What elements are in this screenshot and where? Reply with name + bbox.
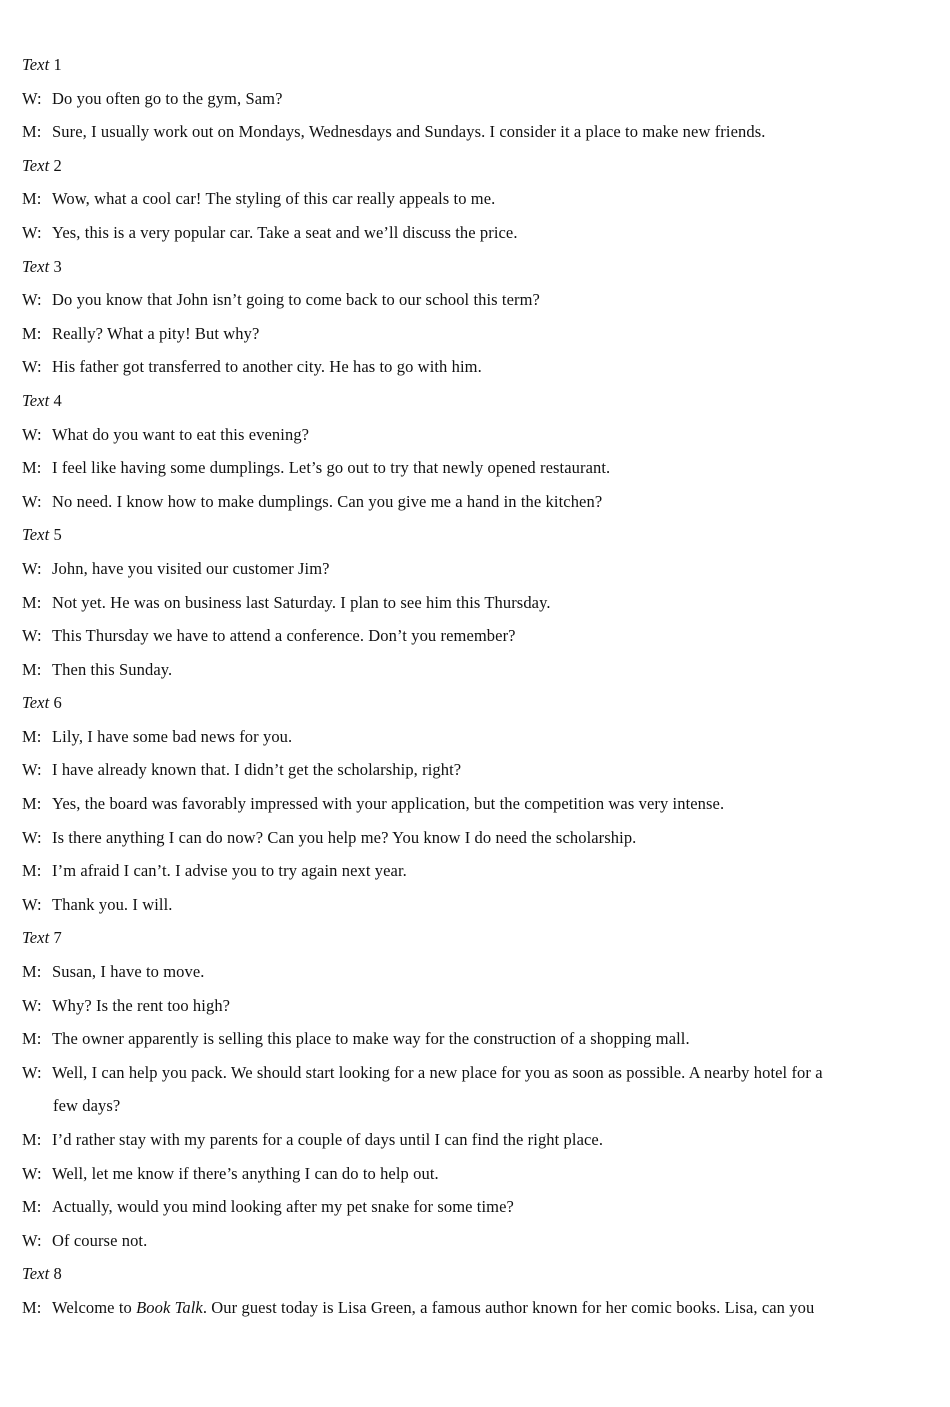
speaker-label: W:: [22, 827, 42, 847]
line-text: Really? What a pity! But why?: [52, 323, 260, 343]
line-text: I’m afraid I can’t. I advise you to try again next year.: [52, 861, 407, 881]
transcript-document: [22, 48, 932, 1325]
speaker-label: W:: [22, 760, 42, 780]
dialogue-line: [22, 955, 932, 989]
dialogue-line: [22, 115, 932, 149]
line-text: This Thursday we have to attend a conference. Don’t you remember?: [52, 626, 516, 646]
line-text: I have already known that. I didn’t get the scholarship, right?: [52, 760, 462, 780]
speaker-label: M:: [22, 659, 42, 679]
line-text: Yes, this is a very popular car. Take a seat and we’ll discuss the price.: [52, 222, 518, 242]
speaker-label: M:: [22, 1197, 42, 1217]
speaker-label: M:: [22, 189, 42, 209]
speaker-label: M:: [22, 122, 42, 142]
line-text: Why? Is the rent too high?: [52, 995, 231, 1015]
speaker-label: W:: [22, 88, 42, 108]
dialogue-line: [22, 821, 932, 855]
line-text: Sure, I usually work out on Mondays, Wednesdays and Sundays. I consider it a place to make new friends.: [52, 122, 766, 142]
speaker-label: M:: [22, 1297, 42, 1317]
heading-label: Text: [22, 155, 50, 175]
dialogue-line: [22, 1157, 932, 1191]
line-text: Yes, the board was favorably impressed with your application, but the competition was very intense.: [52, 794, 725, 814]
speaker-label: W:: [22, 558, 42, 578]
dialogue-line: [22, 989, 932, 1023]
dialogue-line: [22, 451, 932, 485]
heading-label: Text: [22, 1264, 50, 1284]
dialogue-line: [22, 1224, 932, 1258]
speaker-label: W:: [22, 1163, 42, 1183]
section-heading: [22, 250, 932, 284]
heading-label: Text: [22, 525, 50, 545]
line-text: The owner apparently is selling this place to make way for the construction of a shopping mall.: [52, 1029, 690, 1049]
dialogue-line: [22, 888, 932, 922]
speaker-label: M:: [22, 323, 42, 343]
dialogue-line: [22, 283, 932, 317]
line-text: I’d rather stay with my parents for a couple of days until I can find the right place.: [52, 1130, 604, 1149]
speaker-label: M:: [22, 458, 42, 478]
heading-number: 6: [53, 693, 62, 713]
heading-number: 2: [53, 155, 62, 175]
section-heading: [22, 921, 932, 955]
dialogue-line: [22, 182, 932, 216]
speaker-label: W:: [22, 894, 42, 914]
dialogue-line: [22, 350, 932, 384]
speaker-label: M:: [22, 794, 42, 814]
section-heading: [22, 518, 932, 552]
dialogue-line: [22, 720, 932, 754]
heading-number: 5: [53, 525, 62, 545]
speaker-label: W:: [22, 1230, 42, 1250]
line-text: Do you often go to the gym, Sam?: [52, 88, 283, 108]
line-text: Lily, I have some bad news for you.: [52, 726, 293, 746]
dialogue-line: [22, 1190, 932, 1224]
dialogue-line: [22, 552, 932, 586]
heading-number: 4: [53, 390, 62, 410]
heading-label: Text: [22, 390, 50, 410]
line-text: . Our guest today is Lisa Green, a famous author known for her comic books. Lisa, can you: [202, 1297, 815, 1317]
speaker-label: W:: [22, 1062, 42, 1082]
dialogue-line: [22, 619, 932, 653]
line-text: Welcome to: [52, 1297, 132, 1317]
heading-number: 1: [53, 55, 62, 74]
line-text: Of course not.: [52, 1230, 148, 1250]
dialogue-line: [22, 485, 932, 519]
section-heading: [22, 48, 932, 82]
speaker-label: M:: [22, 962, 42, 982]
line-text: Do you know that John isn’t going to come back to our school this term?: [52, 290, 540, 310]
line-text: Is there anything I can do now? Can you help me? You know I do need the scholarship.: [52, 827, 637, 847]
dialogue-line: [22, 1123, 932, 1157]
line-text: Thank you. I will.: [52, 894, 173, 914]
line-continuation: few days?: [53, 1096, 121, 1116]
line-text: What do you want to eat this evening?: [52, 424, 310, 444]
heading-label: Text: [22, 693, 50, 713]
heading-label: Text: [22, 256, 50, 276]
line-text: Well, let me know if there’s anything I can do to help out.: [52, 1163, 439, 1183]
speaker-label: M:: [22, 861, 42, 881]
line-text: Wow, what a cool car! The styling of this car really appeals to me.: [52, 189, 496, 209]
speaker-label: W:: [22, 626, 42, 646]
line-text: Actually, would you mind looking after my pet snake for some time?: [52, 1197, 514, 1217]
heading-number: 3: [53, 256, 62, 276]
speaker-label: M:: [22, 1130, 42, 1149]
line-text: I feel like having some dumplings. Let’s go out to try that newly opened restaurant.: [52, 458, 611, 478]
heading-label: Text: [22, 928, 50, 948]
speaker-label: W:: [22, 995, 42, 1015]
section-heading: [22, 149, 932, 183]
dialogue-line: [22, 787, 932, 821]
line-text: Not yet. He was on business last Saturday. I plan to see him this Thursday.: [52, 592, 551, 612]
heading-number: 7: [53, 928, 62, 948]
speaker-label: W:: [22, 290, 42, 310]
speaker-label: M:: [22, 592, 42, 612]
dialogue-line: [22, 216, 932, 250]
heading-number: 8: [53, 1264, 62, 1284]
line-text: Susan, I have to move.: [52, 962, 205, 982]
dialogue-line: [22, 653, 932, 687]
speaker-label: W:: [22, 491, 42, 511]
speaker-label: M:: [22, 726, 42, 746]
speaker-label: M:: [22, 1029, 42, 1049]
dialogue-line: [22, 1291, 932, 1325]
section-heading: [22, 384, 932, 418]
dialogue-line: [22, 854, 932, 888]
heading-label: Text: [22, 55, 50, 74]
line-text: Then this Sunday.: [52, 659, 173, 679]
line-text: His father got transferred to another city. He has to go with him.: [52, 357, 482, 377]
line-text: No need. I know how to make dumplings. Can you give me a hand in the kitchen?: [52, 491, 603, 511]
line-text: John, have you visited our customer Jim?: [52, 558, 330, 578]
dialogue-line: [22, 82, 932, 116]
program-title: Book Talk: [136, 1297, 203, 1317]
section-heading: [22, 686, 932, 720]
speaker-label: W:: [22, 424, 42, 444]
dialogue-line: [22, 418, 932, 452]
dialogue-line: [22, 317, 932, 351]
dialogue-line: [22, 1056, 932, 1090]
dialogue-line: [22, 753, 932, 787]
dialogue-line: [22, 586, 932, 620]
line-text: Well, I can help you pack. We should start looking for a new place for you as soon as possible. A nearby hotel for a: [52, 1062, 823, 1082]
speaker-label: W:: [22, 222, 42, 242]
section-heading: [22, 1257, 932, 1291]
dialogue-line: [22, 1022, 932, 1056]
speaker-label: W:: [22, 357, 42, 377]
